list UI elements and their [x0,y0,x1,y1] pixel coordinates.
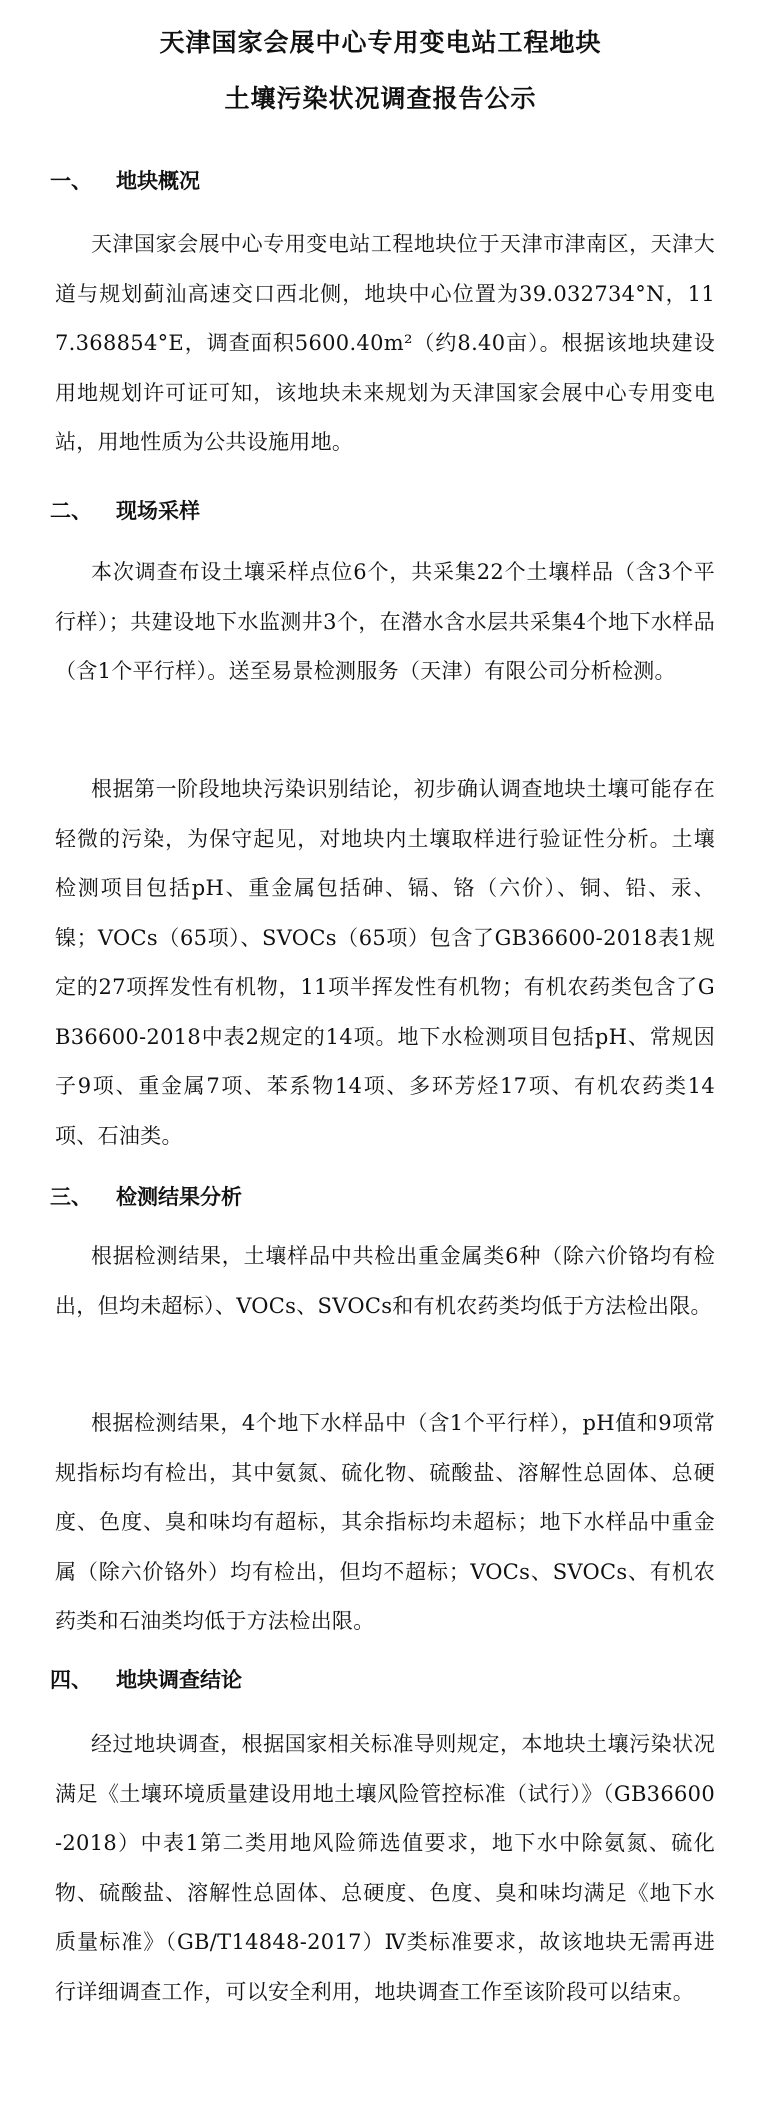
section-title: 地块调查结论 [116,1668,242,1692]
paragraph-results-soil: 根据检测结果，土壤样品中共检出重金属类6种（除六价铬均有检出，但均未超标）、VOCs、SVOCs和有机农药类均低于方法检出限。 [55,1244,715,1318]
paragraph-results-groundwater: 根据检测结果，4个地下水样品中（含1个平行样），pH值和9项常规指标均有检出，其中氨氮、硫化物、硫酸盐、溶解性总固体、总硬度、色度、臭和味均有超标，其余指标均未超标；地下水样品中重金属（除六价铬外）均有检出，但均不超标；VOCs、SVOCs、有机农药类和石油类均低于方法检出限。 [55,1411,715,1633]
paragraph-sampling-1: 本次调查布设土壤采样点位6个，共采集22个土壤样品（含3个平行样）；共建设地下水监测井3个，在潜水含水层共采集4个地下水样品（含1个平行样）。送至易景检测服务（天津）有限公司分析检测。 [55,560,715,683]
section-title: 现场采样 [116,499,200,523]
paragraph-overview: 天津国家会展中心专用变电站工程地块位于天津市津南区，天津大道与规划蓟汕高速交口西北侧，地块中心位置为39.032734°N，117.368854°E，调查面积5600.40m²（约8.40亩）。根据该地块建设用地规划许可证可知，该地块未来规划为天津国家会展中心专用变电站，用地性质为公共设施用地。 [55,232,715,454]
paragraph-sampling-2: 根据第一阶段地块污染识别结论，初步确认调查地块土壤可能存在轻微的污染，为保守起见，对地块内土壤取样进行验证性分析。土壤检测项目包括pH、重金属包括砷、镉、铬（六价）、铜、铅、汞、镍；VOCs（65项）、SVOCs（65项）包含了GB36600-2018表1规定的27项挥发性有机物，11项半挥发性有机物；有机农药类包含了GB36600-2018中表2规定的14项。地下水检测项目包括pH、常规因子9项、重金属7项、苯系物14项、多环芳烃17项、有机农药类14项、石油类。 [55,777,715,1148]
section-heading-results [50,1182,730,1212]
section-number: 一、 [50,169,92,193]
section-title: 检测结果分析 [116,1185,242,1209]
document-title-line-2: 土壤污染状况调查报告公示 [224,84,537,113]
section-number: 四、 [50,1668,92,1692]
section-heading-conclusion [50,1665,730,1695]
section-number: 二、 [50,499,92,523]
section-heading-sampling [50,496,730,526]
section-title: 地块概况 [116,169,200,193]
document-title-line-1: 天津国家会展中心专用变电站工程地块 [159,28,602,57]
section-number: 三、 [50,1185,92,1209]
paragraph-conclusion: 经过地块调查，根据国家相关标准导则规定，本地块土壤污染状况满足《土壤环境质量建设用地土壤风险管控标准（试行）》（GB36600-2018）中表1第二类用地风险筛选值要求，地下水中除氨氮、硫化物、硫酸盐、溶解性总固体、总硬度、色度、臭和味均满足《地下水质量标准》（GB/T14848-2017）Ⅳ类标准要求，故该地块无需再进行详细调查工作，可以安全利用，地块调查工作至该阶段可以结束。 [55,1732,715,2004]
section-heading-overview [50,166,730,196]
